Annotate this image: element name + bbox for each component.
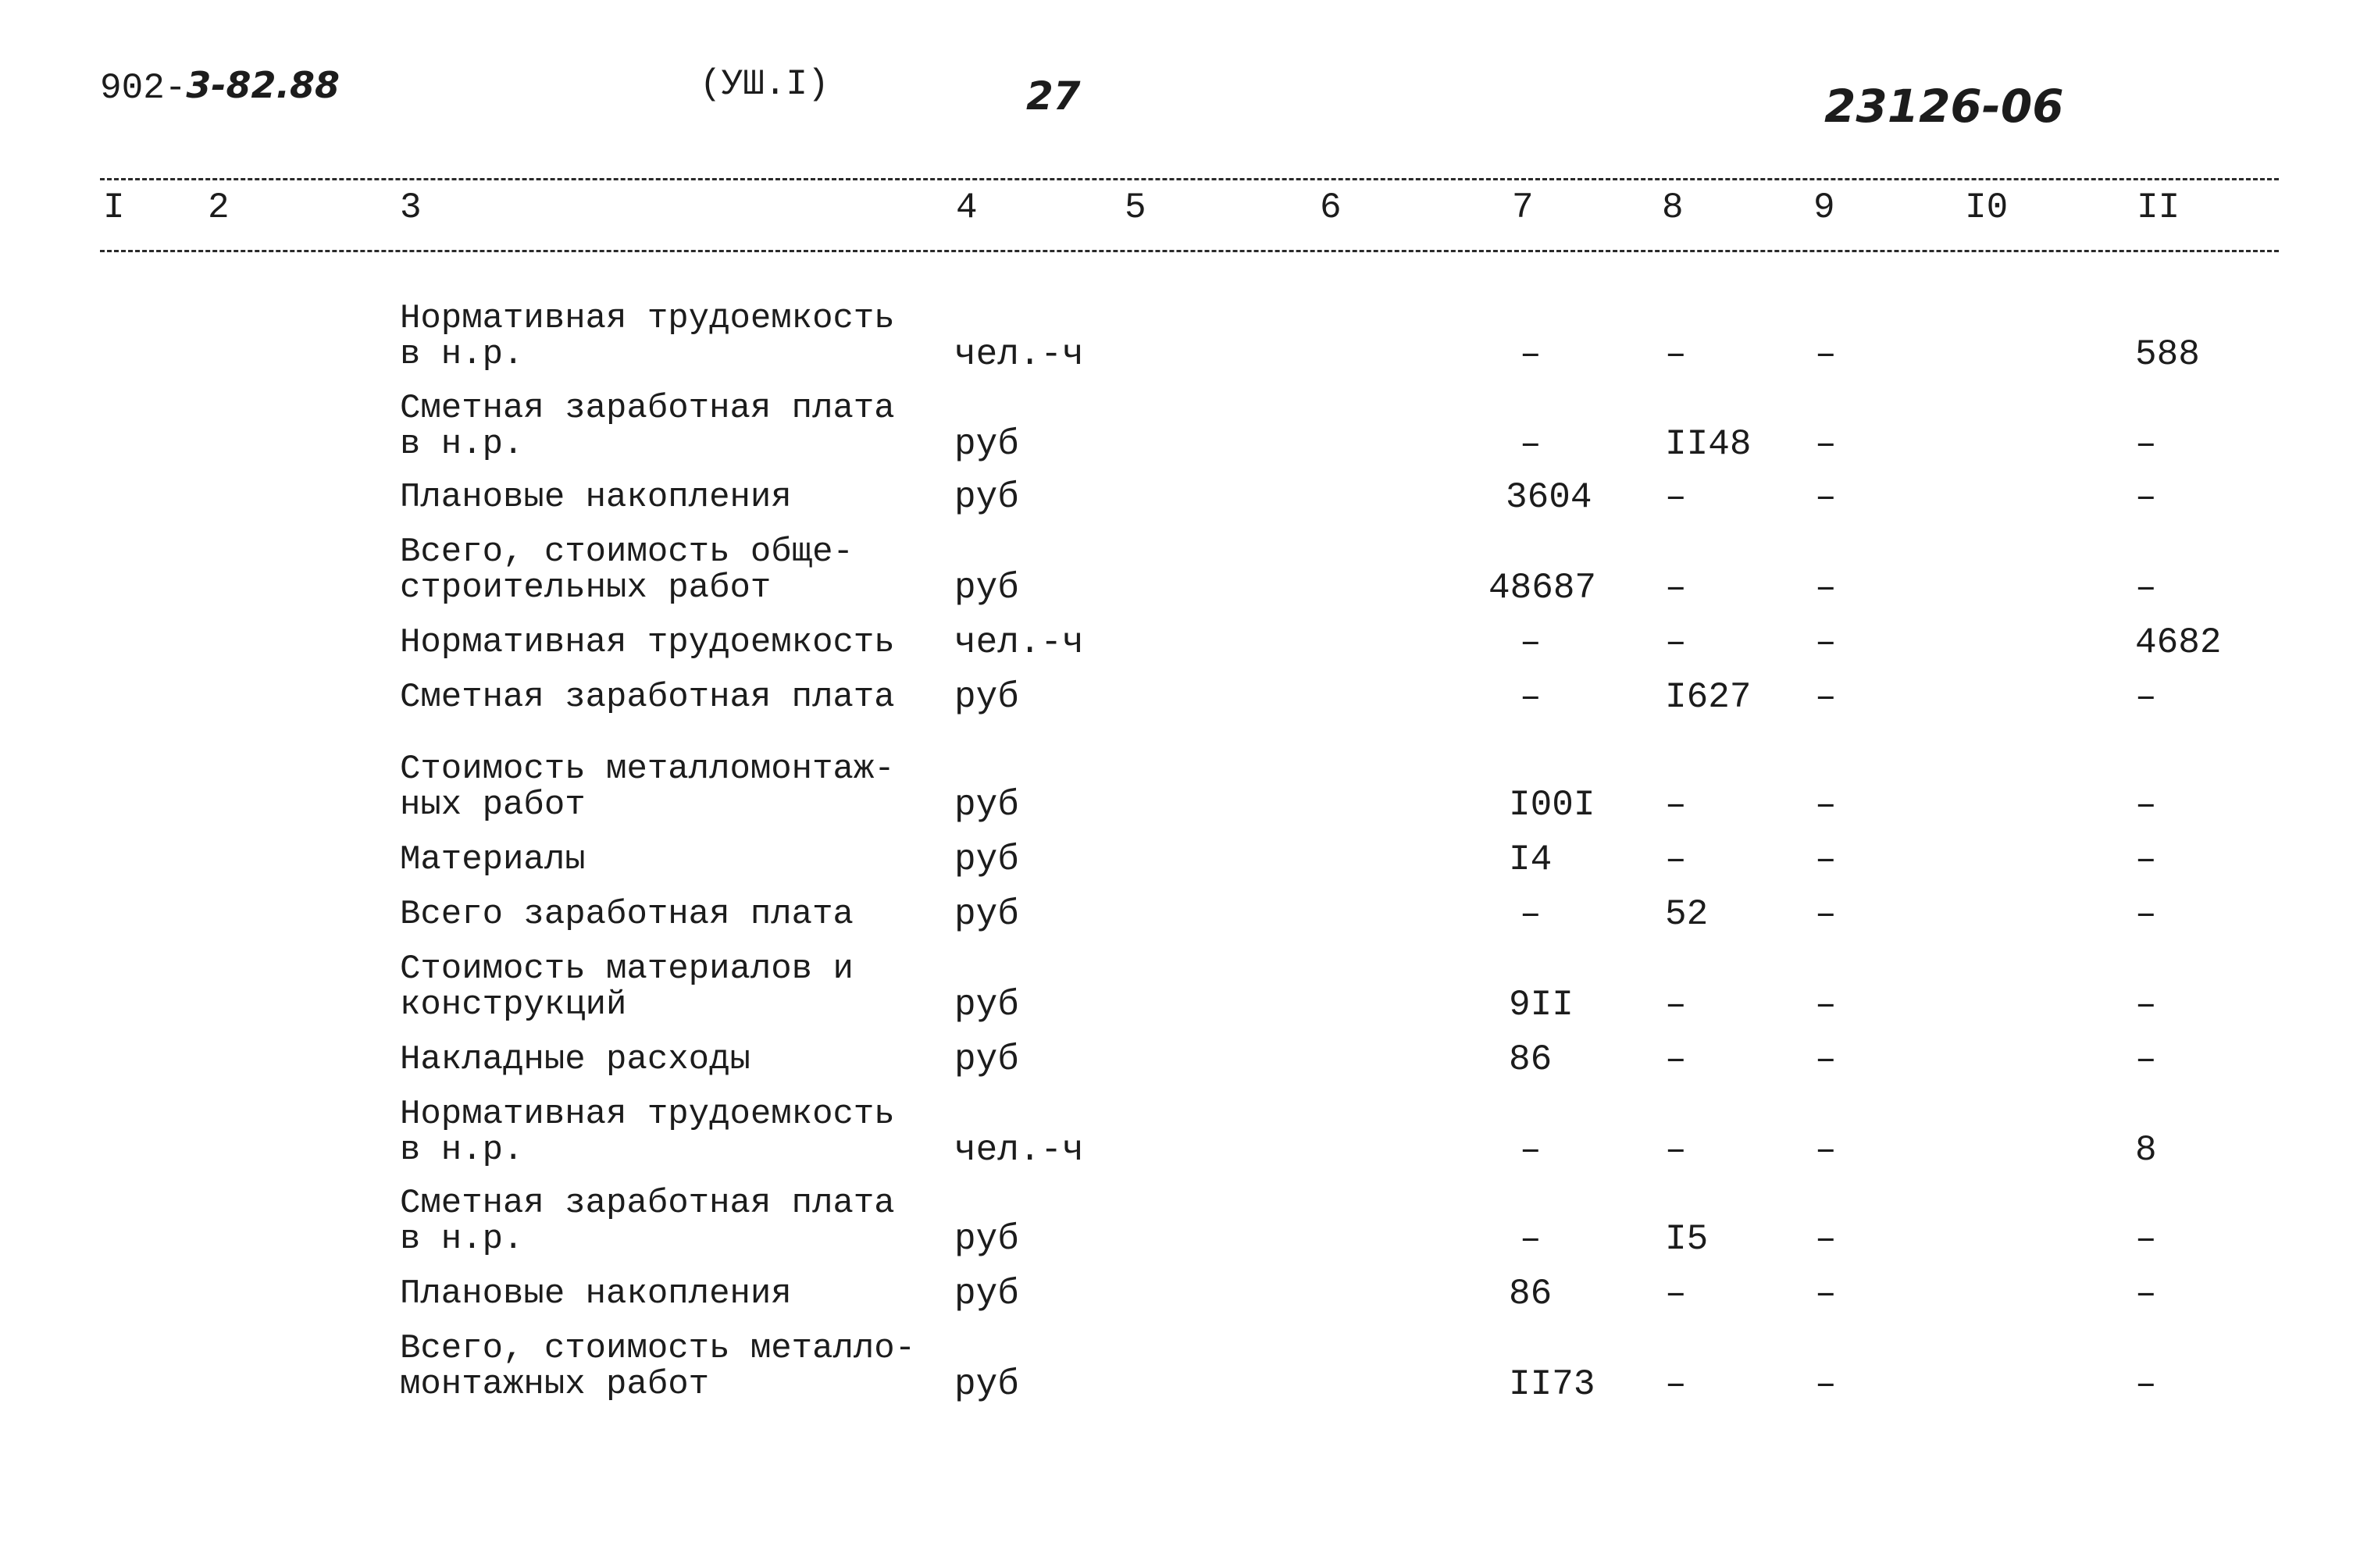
cell-col8: –	[1665, 1130, 1687, 1171]
cell-col11: –	[2135, 1039, 2157, 1080]
doc-code-handwritten: 3-82.88	[186, 64, 340, 106]
column-header-8: 8	[1662, 187, 1684, 228]
cell-col8: I627	[1665, 677, 1752, 718]
cell-col7: –	[1520, 424, 1542, 465]
row-unit: чел.-ч	[954, 622, 1084, 663]
cell-col9: –	[1815, 1219, 1837, 1260]
cell-col8: –	[1665, 622, 1687, 663]
header-rule-top	[100, 178, 2279, 180]
cell-col7: –	[1520, 1219, 1542, 1260]
row-description: Стоимость металломонтаж- ных работ	[400, 750, 895, 825]
row-unit: руб	[954, 424, 1019, 465]
row-description: Накладные расходы	[400, 1040, 750, 1079]
row-unit: руб	[954, 568, 1019, 608]
cell-col11: –	[2135, 477, 2157, 518]
row-unit: руб	[954, 477, 1019, 518]
row-description: Всего, стоимость металло- монтажных работ	[400, 1329, 916, 1404]
cell-col8: –	[1665, 785, 1687, 825]
row-unit: руб	[954, 894, 1019, 935]
cell-col11: –	[2135, 985, 2157, 1025]
column-header-11: II	[2137, 187, 2180, 228]
cell-col9: –	[1815, 839, 1837, 880]
cell-col7: –	[1520, 677, 1542, 718]
row-unit: руб	[954, 785, 1019, 825]
cell-col7: II73	[1509, 1364, 1595, 1405]
row-description: Плановые накопления	[400, 478, 792, 517]
page-number: 27	[1026, 73, 1081, 119]
row-description: Нормативная трудоемкость в н.р.	[400, 1095, 895, 1170]
row-description: Стоимость материалов и конструкций	[400, 950, 854, 1025]
column-header-4: 4	[956, 187, 978, 228]
cell-col9: –	[1815, 424, 1837, 465]
cell-col8: –	[1665, 839, 1687, 880]
row-unit: руб	[954, 1364, 1019, 1405]
cell-col9: –	[1815, 785, 1837, 825]
cell-col7: 9II	[1509, 985, 1574, 1025]
row-description: Плановые накопления	[400, 1274, 792, 1313]
cell-col11: –	[2135, 568, 2157, 608]
cell-col7: I00I	[1509, 785, 1595, 825]
row-unit: руб	[954, 1274, 1019, 1314]
column-header-6: 6	[1320, 187, 1342, 228]
row-unit: руб	[954, 677, 1019, 718]
cell-col11: –	[2135, 677, 2157, 718]
cell-col9: –	[1815, 677, 1837, 718]
cell-col8: –	[1665, 568, 1687, 608]
doc-code	[100, 64, 340, 109]
cell-col8: –	[1665, 985, 1687, 1025]
cell-col7: 48687	[1488, 568, 1597, 608]
doc-code-prefix: 902-	[100, 68, 187, 109]
header-rule-bottom	[100, 250, 2279, 252]
cell-col7: 86	[1509, 1039, 1553, 1080]
cell-col11: –	[2135, 1274, 2157, 1314]
cell-col11: –	[2135, 894, 2157, 935]
row-unit: чел.-ч	[954, 1130, 1084, 1171]
column-header-3: 3	[400, 187, 422, 228]
cell-col11: –	[2135, 839, 2157, 880]
row-description: Материалы	[400, 840, 586, 879]
row-description: Сметная заработная плата в н.р.	[400, 389, 895, 464]
cell-col8: –	[1665, 334, 1687, 375]
cell-col8: –	[1665, 1364, 1687, 1405]
row-description: Нормативная трудоемкость в н.р.	[400, 299, 895, 374]
row-description: Сметная заработная плата в н.р.	[400, 1184, 895, 1259]
cell-col8: 52	[1665, 894, 1709, 935]
cell-col7: –	[1520, 334, 1542, 375]
cell-col9: –	[1815, 477, 1837, 518]
column-header-2: 2	[208, 187, 230, 228]
cell-col8: I5	[1665, 1219, 1709, 1260]
cell-col11: 4682	[2135, 622, 2222, 663]
column-header-1: I	[103, 187, 125, 228]
cell-col7: –	[1520, 622, 1542, 663]
inventory-number: 23126-06	[1824, 80, 2064, 133]
row-unit: чел.-ч	[954, 334, 1084, 375]
row-unit: руб	[954, 1039, 1019, 1080]
cell-col7: I4	[1509, 839, 1553, 880]
cell-col7: –	[1520, 894, 1542, 935]
cell-col9: –	[1815, 1039, 1837, 1080]
cell-col8: –	[1665, 1274, 1687, 1314]
cell-col11: –	[2135, 785, 2157, 825]
cell-col7: –	[1520, 1130, 1542, 1171]
cell-col11: –	[2135, 424, 2157, 465]
cell-col9: –	[1815, 1274, 1837, 1314]
cell-col9: –	[1815, 1130, 1837, 1171]
row-description: Всего заработная плата	[400, 895, 854, 934]
row-description: Всего, стоимость обще- строительных работ	[400, 533, 854, 608]
row-description: Сметная заработная плата	[400, 678, 895, 717]
row-unit: руб	[954, 1219, 1019, 1260]
row-description: Нормативная трудоемкость	[400, 623, 895, 662]
cell-col9: –	[1815, 622, 1837, 663]
cell-col11: 588	[2135, 334, 2200, 375]
cell-col7: 86	[1509, 1274, 1553, 1314]
column-header-7: 7	[1512, 187, 1534, 228]
cell-col11: –	[2135, 1364, 2157, 1405]
section-label: (УШ.I)	[700, 64, 829, 105]
cell-col8: –	[1665, 477, 1687, 518]
row-unit: руб	[954, 839, 1019, 880]
row-unit: руб	[954, 985, 1019, 1025]
cell-col11: 8	[2135, 1130, 2157, 1171]
cell-col9: –	[1815, 1364, 1837, 1405]
cell-col8: II48	[1665, 424, 1752, 465]
cell-col8: –	[1665, 1039, 1687, 1080]
column-header-5: 5	[1125, 187, 1146, 228]
column-header-10: I0	[1965, 187, 2009, 228]
column-header-9: 9	[1813, 187, 1835, 228]
cell-col9: –	[1815, 894, 1837, 935]
cell-col11: –	[2135, 1219, 2157, 1260]
cell-col9: –	[1815, 334, 1837, 375]
cell-col9: –	[1815, 568, 1837, 608]
cell-col7: 3604	[1506, 477, 1592, 518]
cell-col9: –	[1815, 985, 1837, 1025]
